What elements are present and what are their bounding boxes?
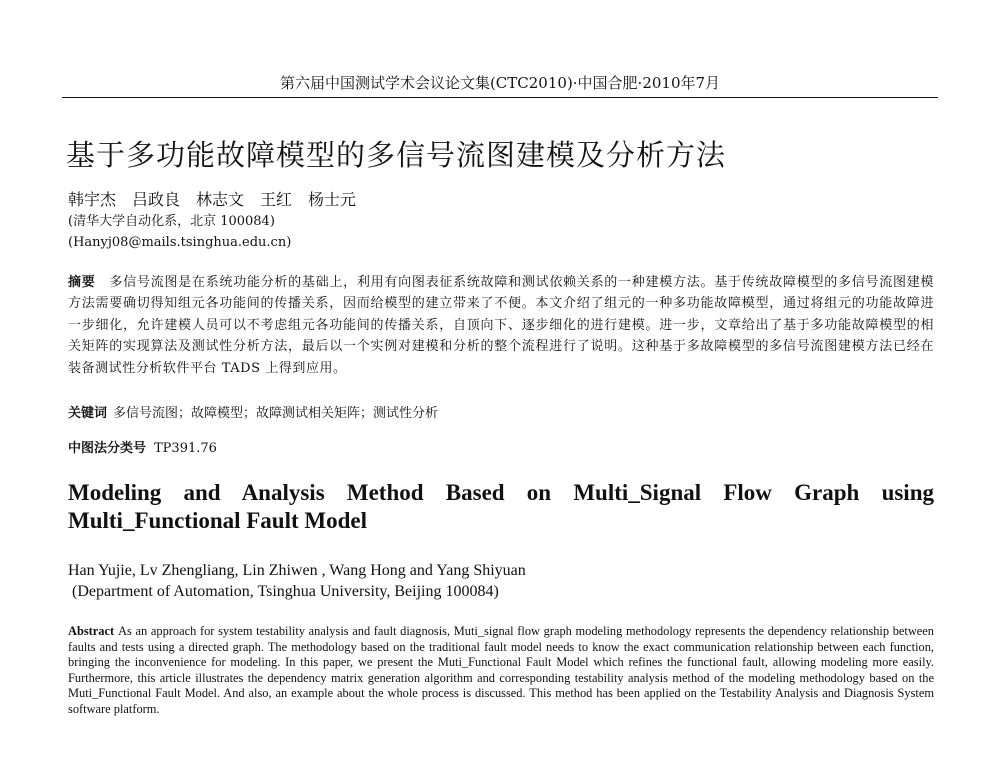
chinese-abstract [68, 272, 934, 379]
english-abstract [68, 624, 934, 718]
english-title: Modeling and Analysis Method Based on Multi_Signal Flow Graph using Multi_Functional Fault Model [68, 480, 934, 533]
chinese-authors: 韩宇杰 吕政良 林志文 王红 杨士元 [68, 190, 357, 209]
classification-label: 中图法分类号 [68, 441, 147, 456]
english-authors: Han Yujie, Lv Zhengliang, Lin Zhiwen , Wang Hong and Yang Shiyuan [68, 562, 526, 579]
chinese-keywords [68, 405, 438, 423]
keywords-text: 多信号流图；故障模型；故障测试相关矩阵；测试性分析 [113, 406, 439, 421]
chinese-abstract-text: 多信号流图是在系统功能分析的基础上，利用有向图表征系统故障和测试依赖关系的一种建模方法。基于传统故障模型的多信号流图建模方法需要确切得知组元各功能间的传播关系，因而给模型的建立带来了不便。本文介绍了组元的一种多功能故障模型，通过将组元的功能故障进一步细化，允许建模人员可以不考虑组元各功能间的传播关系，自顶向下、逐步细化的进行建模。进一步，文章给出了基于多功能故障模型的相关矩阵的实现算法及测试性分析方法，最后以一个实例对建模和分析的整个流程进行了说明。这种基于多故障模型的多信号流图建模方法已经在装备测试性分析软件平台 TADS 上得到应用。 [68, 275, 934, 376]
classification-value: TP391.76 [154, 441, 217, 456]
header-rule [62, 97, 938, 98]
english-abstract-label: Abstract [68, 624, 115, 638]
english-affiliation: (Department of Automation, Tsinghua University, Beijing 100084) [72, 583, 499, 600]
classification [68, 440, 217, 458]
running-header: 第六届中国测试学术会议论文集(CTC2010)·中国合肥·2010年7月 [279, 74, 721, 92]
chinese-abstract-label: 摘要 [68, 275, 96, 290]
chinese-affiliation: (清华大学自动化系，北京 100084) [68, 214, 275, 229]
author-email: (Hanyj08@mails.tsinghua.edu.cn) [68, 235, 292, 250]
keywords-label: 关键词 [68, 406, 108, 421]
english-abstract-text: As an approach for system testability analysis and fault diagnosis, Muti_signal flow graph modeling methodology represents the dependency relationship between faults and tests using a directed graph. The methodology based on the traditional fault model needs to know the exact communication relationship between each function, bringing the inconvenience for modeling. In this paper, we present the Muti_Functional Fault Model which refines the functional fault, allowing modeling more easily. Furthermore, this article illustrates the dependency matrix generation algorithm and corresponding testability analysis method of the modeling methodology based on the Muti_Functional Fault Model. And also, an example about the whole process is discussed. This method has been applied on the Testability Analysis and Diagnosis System software platform. [68, 624, 934, 716]
chinese-title: 基于多功能故障模型的多信号流图建模及分析方法 [66, 138, 727, 172]
